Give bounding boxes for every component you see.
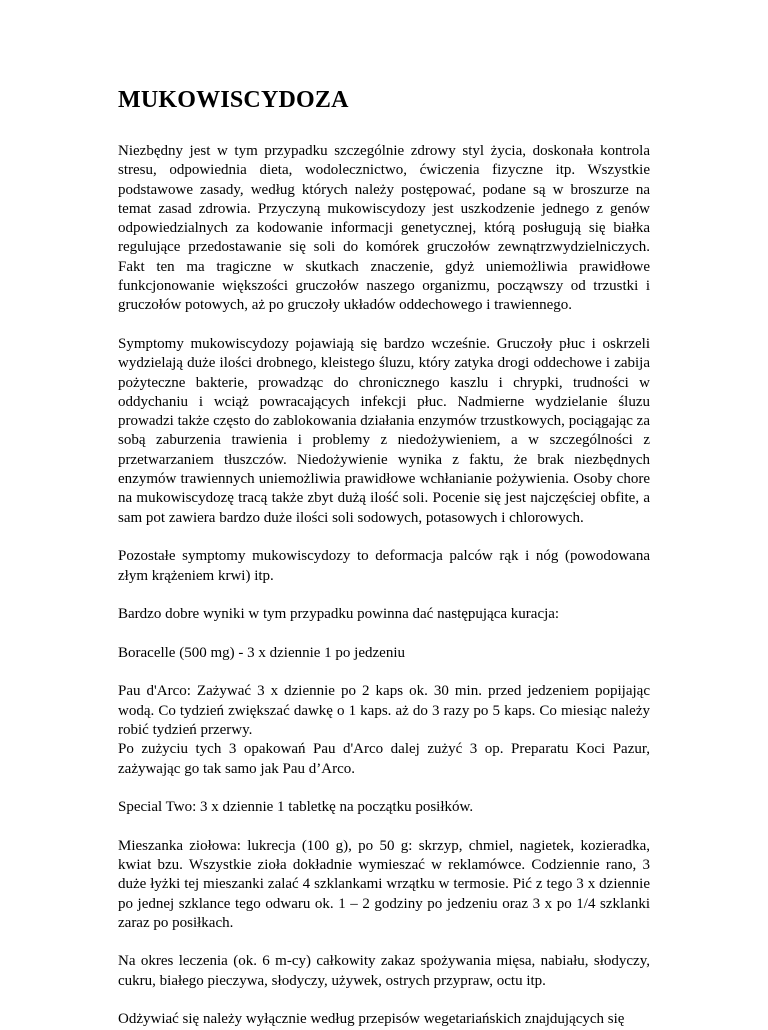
paragraph-treatment-intro: Bardzo dobre wyniki w tym przypadku powinna dać następująca kuracja: (118, 606, 560, 623)
document-page (118, 70, 650, 1030)
paragraph-boracelle: Boracelle (500 mg) - 3 x dziennie 1 po jedzeniu (118, 644, 405, 661)
paragraph-other-symptoms: Pozostałe symptomy mukowiscydozy to deformacja palców rąk i nóg (powodowana złym krążeniem krwi) itp. (118, 548, 650, 584)
paragraph-special-two: Special Two: 3 x dziennie 1 tabletkę na początku posiłków. (118, 799, 474, 816)
paragraph-symptoms: Symptomy mukowiscydozy pojawiają się bardzo wcześnie. Gruczoły płuc i oskrzeli wydzielają duże ilości drobnego, kleistego śluzu, który zatyka drogi oddechowe i zabija pożyteczne bakterie, prowadząc do chronicznego kaszlu i chrypki, trudności w oddychaniu i wciąż powracających infekcji płuc. Nadmierne wydzielanie śluzu prowadzi także często do zablokowania działania enzymów trzustkowych, pociągając za sobą zaburzenia trawienia i problemy z niedożywieniem, a w szczególności z przetwarzaniem tłuszczów. Niedożywienie wynika z faktu, że brak niezbędnych enzymów trawiennych uniemożliwia prawidłowe wchłanianie pożywienia. Osoby chore na mukowiscydozę tracą także zbyt dużą ilość soli. Pocenie się jest najczęściej obfite, a sam pot zawiera bardzo duże ilości soli sodowych, potasowych i chlorowych. (118, 335, 650, 526)
paragraph-koci-pazur: Po zużyciu tych 3 opakowań Pau d'Arco dalej zużyć 3 op. Preparatu Koci Pazur, zażywając go tak samo jak Pau d’Arco. (118, 741, 650, 777)
document-title: MUKOWISCYDOZA (118, 87, 349, 113)
paragraph-intro: Niezbędny jest w tym przypadku szczególnie zdrowy styl życia, doskonała kontrola stresu, odpowiednia dieta, wodolecznictwo, ćwiczenia fizyczne itp. Wszystkie podstawowe zasady, według których należy postępować, podane są w broszurze na temat zasad zdrowia. Przyczyną mukowiscydozy jest uszkodzenie jednego z genów odpowiedzialnych za kodowanie informacji genetycznej, którą posługują się białka regulujące przedostawanie się soli do komórek gruczołów zewnątrzwydzielniczych. Fakt ten ma tragiczne w skutkach znaczenie, gdyż uniemożliwia prawidłowe funkcjonowanie większości gruczołów naszego organizmu, począwszy od trzustki i gruczołów potowych, aż po gruczoły układów oddechowego i trawiennego. (118, 143, 650, 314)
paragraph-herbal-mix: Mieszanka ziołowa: lukrecja (100 g), po 50 g: skrzyp, chmiel, nagietek, kozieradka, kwiat bzu. Wszystkie zioła dokładnie wymieszać w reklamówce. Codziennie rano, 3 duże łyżki tej mieszanki zalać 4 szklankami wrzątku w termosie. Pić z tego 3 x dziennie po jednej szklance tego odwaru ok. 1 – 2 godziny po jedzeniu oraz 3 x po 1/4 szklanki zaraz po posiłkach. (118, 837, 650, 931)
paragraph-diet-ban: Na okres leczenia (ok. 6 m-cy) całkowity zakaz spożywania mięsa, nabiału, słodyczy, cukru, białego pieczywa, słodyczy, używek, ostrych przypraw, octu itp. (118, 953, 650, 989)
paragraph-pau-darco: Pau d'Arco: Zażywać 3 x dziennie po 2 kaps ok. 30 min. przed jedzeniem popijając wodą. Co tydzień zwiększać dawkę o 1 kaps. aż do 3 razy po 5 kaps. Co miesiąc należy robić tydzień przerwy. (118, 683, 650, 738)
paragraph-vegetarian: Odżywiać się należy wyłącznie według przepisów wegetariańskich znajdujących się (118, 1011, 625, 1028)
